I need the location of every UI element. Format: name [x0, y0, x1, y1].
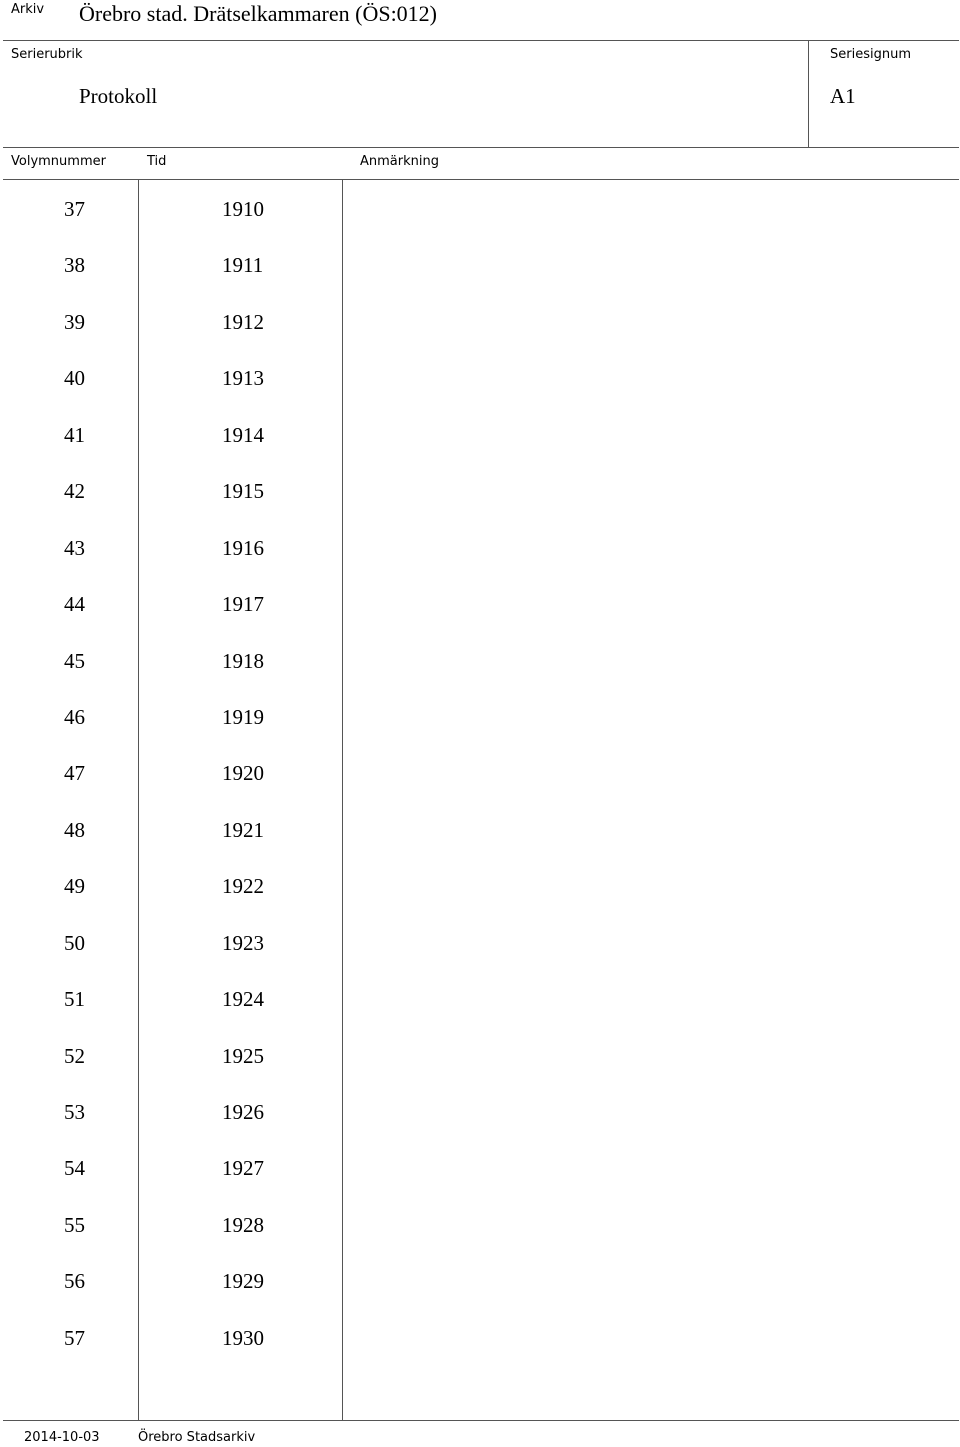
- volume-number: 42: [64, 479, 85, 504]
- table-row: [0, 580, 960, 636]
- volume-number: 38: [64, 253, 85, 278]
- volume-year: 1920: [222, 761, 264, 786]
- table-row: [0, 524, 960, 580]
- volume-year: 1924: [222, 987, 264, 1012]
- table-row: [0, 1201, 960, 1257]
- volume-number: 53: [64, 1100, 85, 1124]
- volume-year: 1910: [222, 197, 264, 221]
- table-row: [0, 411, 960, 467]
- table-row: [0, 241, 960, 297]
- volume-year: 1926: [222, 1100, 264, 1124]
- volume-number: 41: [64, 422, 85, 447]
- volume-year: 1913: [222, 366, 264, 391]
- volume-year: 1911: [222, 253, 264, 278]
- volume-year: 1928: [222, 1212, 264, 1237]
- volume-year: 1923: [222, 930, 264, 955]
- volume-year: 1925: [222, 1043, 264, 1068]
- volume-number: 44: [64, 592, 85, 617]
- volume-number: 55: [64, 1212, 85, 1237]
- table-row: [0, 749, 960, 805]
- volume-number: 54: [64, 1156, 85, 1181]
- volume-year: 1929: [222, 1269, 264, 1294]
- column-header-volymnummer: Volymnummer: [11, 154, 106, 169]
- divider-series-bottom: [3, 147, 959, 148]
- volume-year: 1917: [222, 592, 264, 617]
- volume-number: 40: [64, 366, 85, 391]
- volume-number: 39: [64, 309, 85, 334]
- volume-number: 57: [64, 1325, 85, 1350]
- table-row: [0, 862, 960, 918]
- seriesignum-label: Seriesignum: [830, 47, 911, 62]
- page-title: Örebro stad. Drätselkammaren (ÖS:012): [79, 1, 438, 26]
- column-header-anmarkning: Anmärkning: [360, 154, 439, 169]
- volume-year: 1915: [222, 479, 264, 504]
- volume-number: 47: [64, 761, 85, 786]
- volume-year: 1921: [222, 817, 264, 842]
- table-row: [0, 693, 960, 749]
- volume-number: 45: [64, 648, 85, 673]
- volume-number: 37: [64, 197, 85, 221]
- volume-year: 1927: [222, 1156, 264, 1181]
- volume-number: 43: [64, 535, 85, 560]
- divider-top: [3, 40, 959, 41]
- volume-year: 1922: [222, 874, 264, 899]
- divider-header-bottom: [3, 179, 959, 180]
- volume-number: 49: [64, 874, 85, 899]
- seriesignum-value: A1: [830, 84, 856, 108]
- volume-number: 52: [64, 1043, 85, 1068]
- table-row: [0, 1314, 960, 1370]
- divider-series: [808, 40, 809, 148]
- footer-date: 2014-10-03: [24, 1430, 100, 1445]
- table-row: [0, 467, 960, 523]
- column-header-tid: Tid: [147, 154, 167, 169]
- footer-organization: Örebro Stadsarkiv: [138, 1430, 256, 1445]
- volume-year: 1930: [222, 1325, 264, 1350]
- volume-list: [0, 185, 960, 1370]
- table-row: [0, 1088, 960, 1144]
- volume-year: 1918: [222, 648, 264, 673]
- serierubrik-label: Serierubrik: [11, 47, 83, 62]
- volume-year: 1914: [222, 422, 264, 447]
- volume-year: 1916: [222, 535, 264, 560]
- volume-year: 1919: [222, 704, 264, 729]
- table-row: [0, 354, 960, 410]
- volume-number: 56: [64, 1269, 85, 1294]
- table-row: [0, 975, 960, 1031]
- table-row: [0, 919, 960, 975]
- volume-number: 48: [64, 817, 85, 842]
- table-row: [0, 298, 960, 354]
- table-row: [0, 806, 960, 862]
- table-row: [0, 185, 960, 241]
- divider-footer: [3, 1420, 959, 1421]
- table-row: [0, 637, 960, 693]
- volume-number: 50: [64, 930, 85, 955]
- table-row: [0, 1032, 960, 1088]
- volume-year: 1912: [222, 309, 264, 334]
- serierubrik-value: Protokoll: [79, 84, 158, 108]
- table-row: [0, 1257, 960, 1313]
- volume-number: 51: [64, 987, 85, 1012]
- archive-label: Arkiv: [11, 2, 45, 17]
- table-row: [0, 1144, 960, 1200]
- volume-number: 46: [64, 704, 85, 729]
